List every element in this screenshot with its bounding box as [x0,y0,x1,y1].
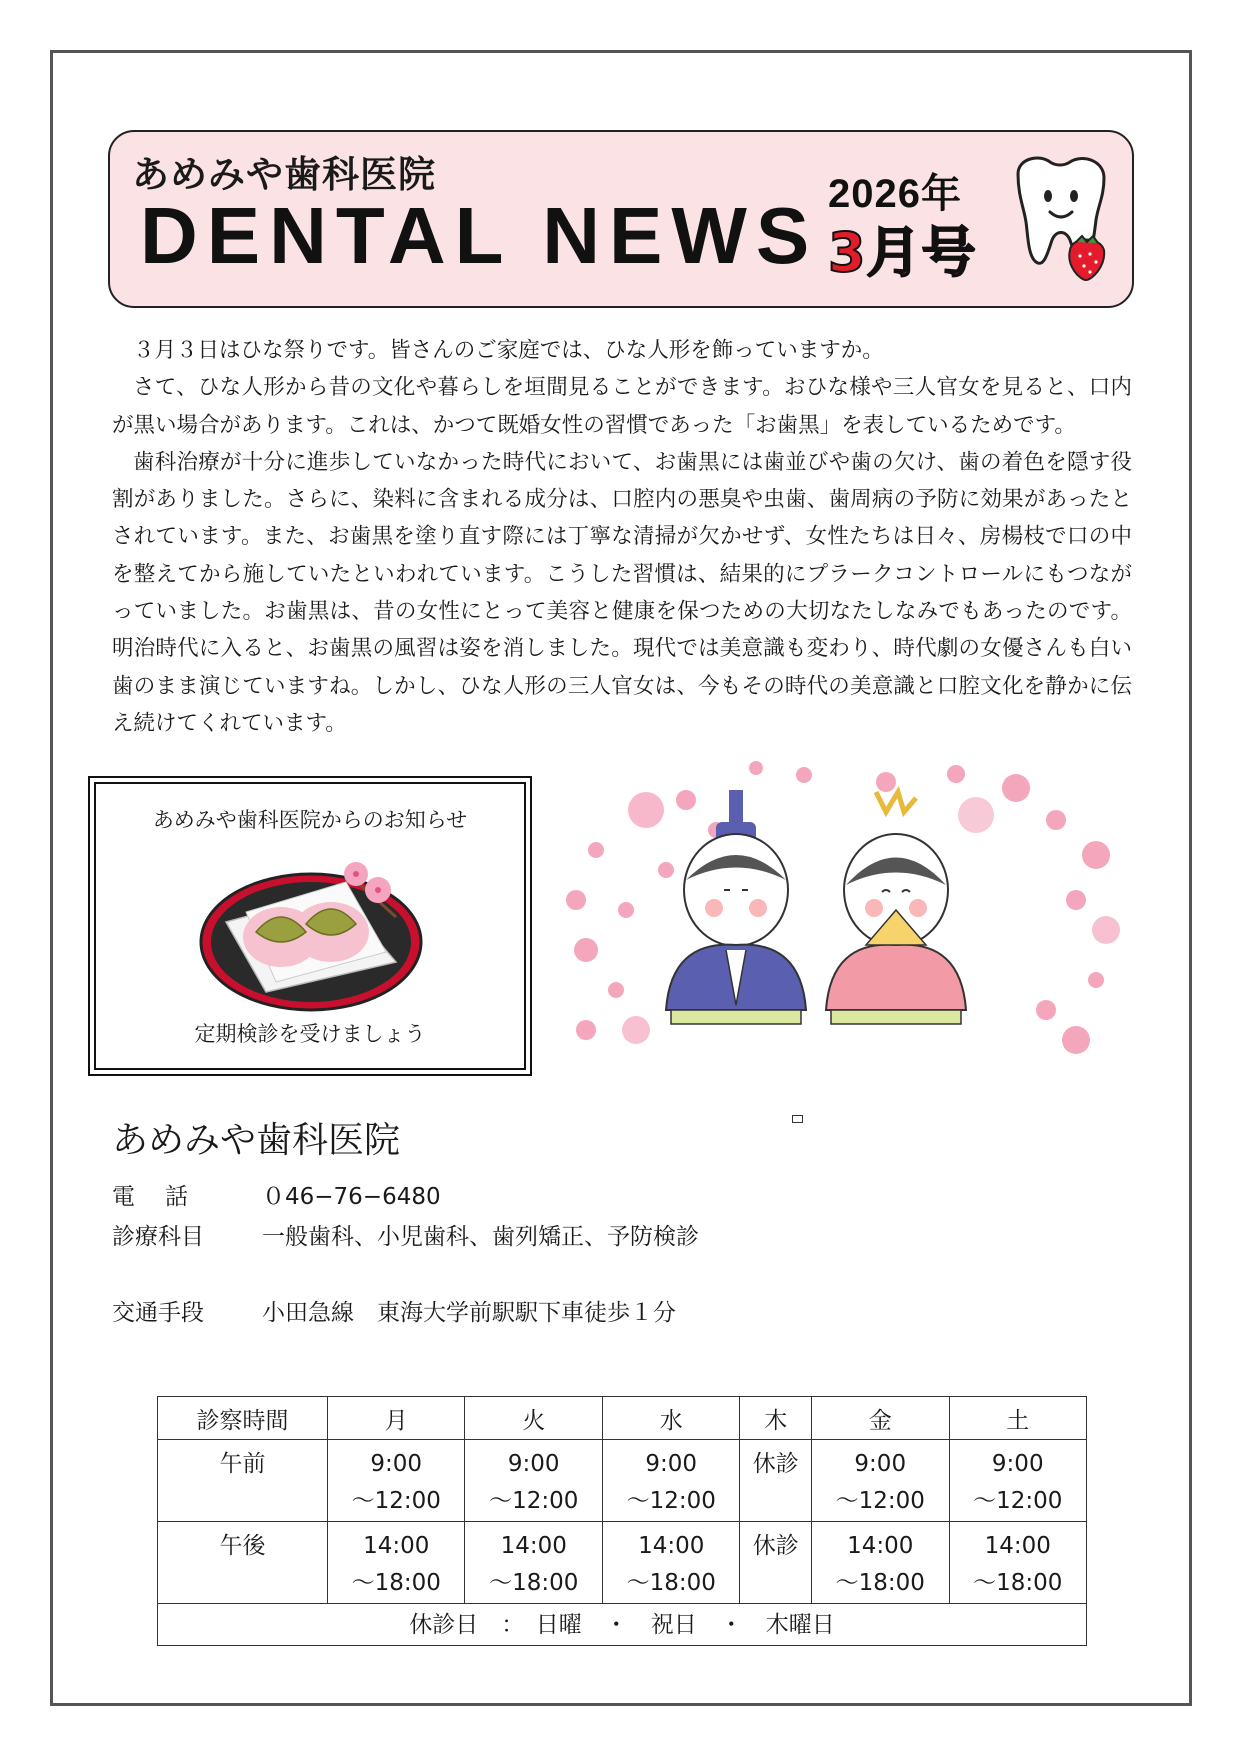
table-corner: 診察時間 [158,1397,328,1440]
hours-cell: 9:00 〜12:00 [602,1440,739,1522]
hours-cell: 14:00 〜18:00 [602,1522,739,1604]
hina-dolls-illustration [556,760,1126,1080]
departments-row [112,1218,699,1251]
consultation-hours-table [157,1396,1087,1646]
day-header: 金 [812,1397,949,1440]
odairi-sama-doll [666,790,806,1024]
table-row [158,1522,1087,1604]
clinic-name-heading: あめみや歯科医院 [112,1120,401,1161]
hours-cell: 休診 [740,1440,812,1522]
hours-cell: 9:00 〜12:00 [812,1440,949,1522]
hours-cell: 9:00 〜12:00 [328,1440,465,1522]
newsletter-header [108,130,1134,308]
day-header: 木 [740,1397,812,1440]
article-paragraph: 歯科治療が十分に進歩していなかった時代において、お歯黒には歯並びや歯の欠け、歯の着色を隠す役割がありました。さらに、染料に含まれる成分は、口腔内の悪臭や虫歯、歯周病の予防に効果があったとされています。また、お歯黒を塗り直す際には丁寧な清掃が欠かせず、女性たちは日々、房楊枝で口の中を整えてから施していたといわれています。こうした習慣は、結果的にプラークコントロールにもつながっていました。お歯黒は、昔の女性にとって美容と健康を保つための大切なたしなみでもあったのです。明治時代に入ると、お歯黒の風習は姿を消しました。現代では美意識も変わり、時代劇の女優さんも白い歯のまま演じていますね。しかし、ひな人形の三人官女は、今もその時代の美意識と口腔文化を静かに伝え続けてくれています。 [112,449,1132,736]
day-header: 土 [949,1397,1087,1440]
tooth-mascot-icon [1000,152,1120,292]
phone-number[interactable]: ０46−76−6480 [262,1184,441,1210]
header-clinic-name: あめみや歯科医院 [132,153,436,196]
closed-days: 休診日 ： 日曜 ・ 祝日 ・ 木曜日 [158,1604,1087,1646]
day-header: 月 [328,1397,465,1440]
hours-cell: 14:00 〜18:00 [465,1522,602,1604]
hours-cell: 14:00 〜18:00 [949,1522,1087,1604]
notice-box [88,776,532,1076]
hours-cell: 休診 [740,1522,812,1604]
ohina-sama-doll [826,792,966,1024]
hours-cell: 14:00 〜18:00 [812,1522,949,1604]
small-square-mark [792,1115,803,1123]
newsletter-title: DENTAL NEWS [140,191,819,280]
issue-year: 2026年 [828,172,962,216]
row-label: 午前 [158,1440,328,1522]
closed-days-row [158,1604,1087,1646]
table-row [158,1440,1087,1522]
hours-cell: 9:00 〜12:00 [465,1440,602,1522]
notice-title: あめみや歯科医院からのお知らせ [152,808,468,832]
departments-label: 診療科目 [112,1224,204,1250]
access-label: 交通手段 [112,1300,204,1326]
departments-value: 一般歯科、小児歯科、歯列矯正、予防検診 [262,1224,699,1250]
access-row [112,1294,676,1327]
phone-label: 電話 [112,1184,218,1210]
article-paragraph: ３月３日はひな祭りです。皆さんのご家庭では、ひな人形を飾っていますか。 [133,338,884,363]
hours-cell: 9:00 〜12:00 [949,1440,1087,1522]
phone-row [112,1178,441,1211]
hours-cell: 14:00 〜18:00 [328,1522,465,1604]
day-header: 火 [465,1397,602,1440]
day-header: 水 [602,1397,739,1440]
table-header-row [158,1397,1087,1440]
strawberry-icon [1069,236,1104,280]
issue-month: 3月号 [828,221,977,284]
article-paragraph: さて、ひな人形から昔の文化や暮らしを垣間見ることができます。おひな様や三人官女を見ると、口内が黒い場合があります。これは、かつて既婚女性の習慣であった「お歯黒」を表しているためです。 [112,375,1132,438]
article-body [112,332,1132,742]
access-value: 小田急線 東海大学前駅駅下車徒歩１分 [262,1300,676,1326]
sakura-mochi-illustration [196,842,436,1012]
row-label: 午後 [158,1522,328,1604]
notice-caption: 定期検診を受けましょう [194,1022,426,1046]
